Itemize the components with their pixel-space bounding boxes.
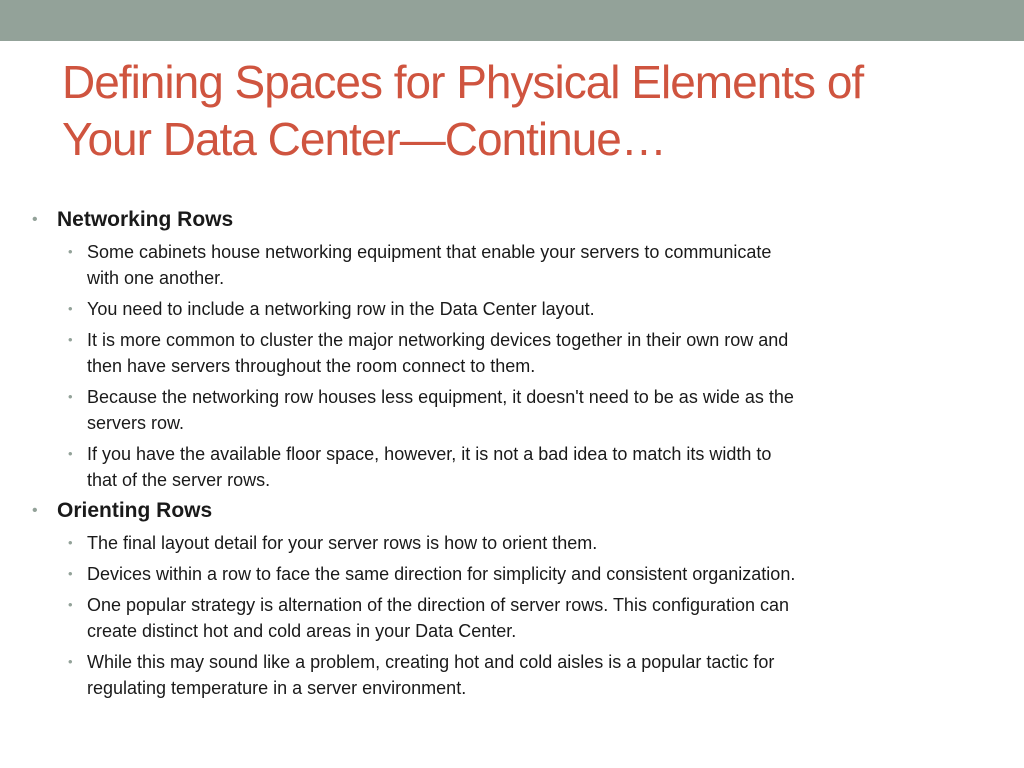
bullet-icon: •: [68, 535, 73, 550]
bullet-icon: •: [32, 502, 38, 519]
bullet-icon: •: [68, 654, 73, 669]
list-item: [30, 441, 990, 493]
list-item-text: While this may sound like a problem, creating hot and cold aisles is a popular tactic for regulating temperature in a server environment.: [87, 652, 775, 698]
list-item-text: Some cabinets house networking equipment that enable your servers to communicate with one another.: [87, 242, 772, 288]
section-heading: [30, 498, 990, 524]
bullet-icon: •: [68, 332, 73, 347]
bullet-icon: •: [68, 597, 73, 612]
section-heading-text: Networking Rows: [57, 208, 234, 231]
list-item: [30, 561, 990, 587]
bullet-list: [30, 239, 990, 493]
list-item: [30, 530, 990, 556]
list-item-text: Because the networking row houses less equipment, it doesn't need to be as wide as the servers row.: [87, 387, 794, 433]
list-item: [30, 327, 990, 379]
section-heading: [30, 207, 990, 233]
bullet-list: [30, 530, 990, 701]
bullet-icon: •: [68, 244, 73, 259]
list-item-text: Devices within a row to face the same direction for simplicity and consistent organization.: [87, 564, 796, 584]
list-item: [30, 384, 990, 436]
section-heading-text: Orienting Rows: [57, 499, 213, 522]
section-networking-rows: [30, 207, 990, 493]
slide-title-line-1: Defining Spaces for Physical Elements of: [62, 56, 864, 108]
top-accent-band: [0, 0, 1024, 41]
bullet-icon: •: [68, 389, 73, 404]
bullet-icon: •: [68, 446, 73, 461]
list-item-text: The final layout detail for your server rows is how to orient them.: [87, 533, 598, 553]
list-item-text: If you have the available floor space, however, it is not a bad idea to match its width to that of the server rows.: [87, 444, 772, 490]
list-item: [30, 649, 990, 701]
list-item-text: One popular strategy is alternation of the direction of server rows. This configuration can create distinct hot and cold areas in your Data Center.: [87, 595, 790, 641]
section-orienting-rows: [30, 498, 990, 701]
list-item-text: You need to include a networking row in the Data Center layout.: [87, 299, 595, 319]
list-item-text: It is more common to cluster the major networking devices together in their own row and then have servers throughout the room connect to them.: [87, 330, 789, 376]
slide-title: [62, 54, 992, 168]
list-item: [30, 296, 990, 322]
bullet-icon: •: [68, 566, 73, 581]
slide-body: [30, 207, 990, 706]
bullet-icon: •: [32, 211, 38, 228]
slide-title-line-2: Your Data Center—Continue…: [62, 113, 666, 165]
list-item: [30, 239, 990, 291]
bullet-icon: •: [68, 301, 73, 316]
list-item: [30, 592, 990, 644]
